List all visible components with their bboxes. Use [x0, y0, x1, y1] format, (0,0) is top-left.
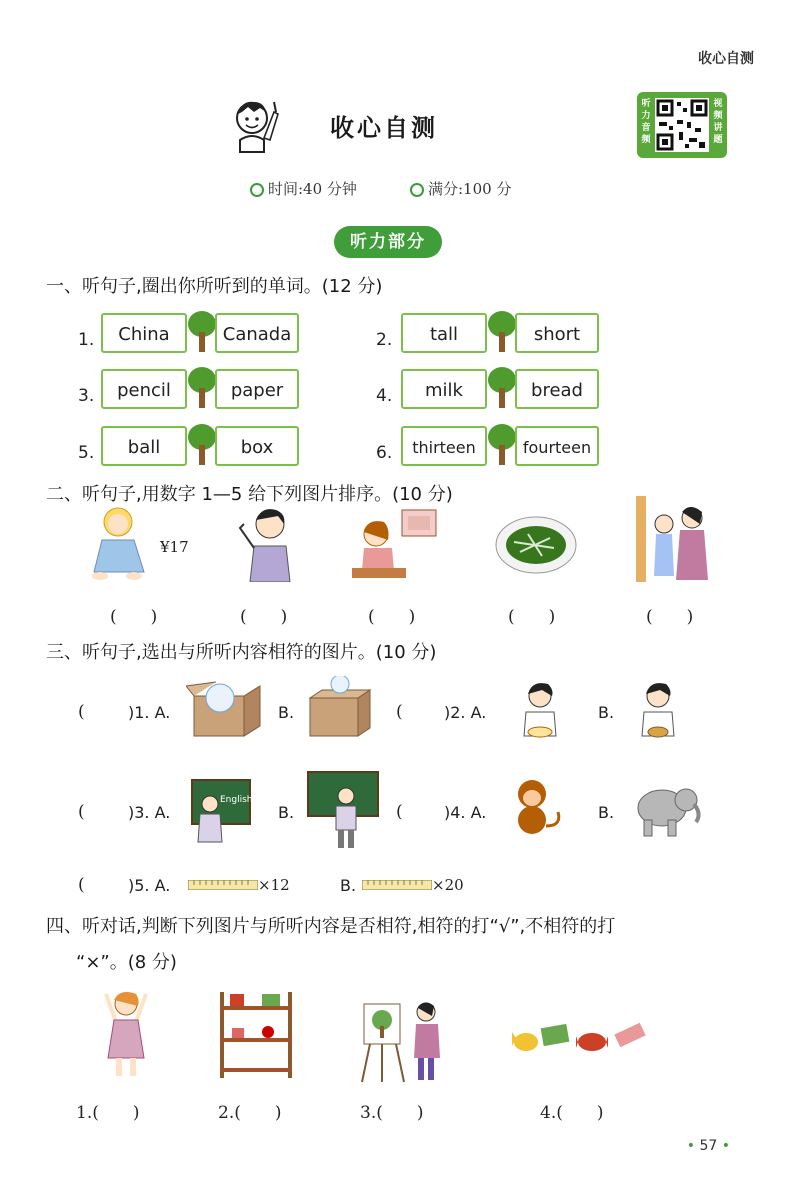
ball-in-box-icon[interactable] [186, 676, 262, 738]
qr-right-label: 视频讲题 [713, 99, 723, 145]
girl-eating-noodles-icon[interactable] [634, 676, 682, 740]
girl-drawing-picture-icon [348, 500, 444, 584]
option-b-label: B. [278, 703, 295, 722]
word-option[interactable]: fourteen [515, 426, 599, 466]
tree-icon [487, 366, 517, 410]
tree-icon [187, 423, 217, 467]
word-option[interactable]: paper [215, 369, 299, 409]
qr-code-icon[interactable] [655, 98, 709, 152]
girl-painting-tree-icon [360, 996, 446, 1084]
monkey-icon[interactable] [508, 776, 564, 838]
ruler-a-multiplier: ×12 [258, 876, 290, 894]
boy-waving-picture-icon [232, 502, 302, 582]
answer-blank[interactable]: 3.( ) [360, 1103, 424, 1123]
answer-blank[interactable]: 4.( ) [540, 1103, 604, 1123]
qr-panel[interactable] [637, 92, 727, 158]
word-option[interactable]: tall [401, 313, 487, 353]
clock-icon [250, 183, 264, 197]
q4-title-line2: “×”。(8 分) [76, 952, 177, 973]
answer-blank[interactable]: 1.( ) [76, 1103, 140, 1123]
word-option[interactable]: bread [515, 369, 599, 409]
tree-icon [187, 366, 217, 410]
tree-icon [487, 310, 517, 354]
answer-blank[interactable]: 2.( ) [218, 1103, 282, 1123]
q1-item-1-num: 1. [78, 330, 95, 350]
answer-blank[interactable]: ( ) [368, 607, 416, 627]
tree-icon [487, 423, 517, 467]
doll-picture-icon [88, 500, 158, 584]
page-number-text: 57 [699, 1138, 718, 1154]
q3-item-2-num: )2. A. [444, 703, 487, 722]
ruler-icon[interactable] [362, 880, 432, 890]
q3-item-1-num: )1. A. [128, 703, 171, 722]
q4-title-line1: 四、听对话,判断下列图片与所听内容是否相符,相符的打“√”,不相符的打 [46, 916, 616, 937]
section-listening-label: 听力部分 [334, 226, 442, 258]
ball-on-box-icon[interactable] [306, 676, 374, 738]
girl-arms-up-icon [100, 984, 152, 1084]
qr-left-label: 听力音频 [641, 99, 651, 145]
elephant-icon[interactable] [628, 782, 702, 838]
score-meta [410, 178, 511, 199]
q3-item-4-num: )4. A. [444, 803, 487, 822]
page-title: 收心自测 [330, 114, 438, 142]
time-meta [250, 178, 357, 199]
option-b-label: B. [340, 876, 357, 895]
word-option[interactable]: Canada [215, 313, 299, 353]
q3-item-3-num: )3. A. [128, 803, 171, 822]
doll-price: ¥17 [160, 538, 189, 556]
board-text: English [220, 795, 253, 805]
q1-item-2-num: 2. [376, 330, 393, 350]
vegetable-dish-picture-icon [494, 514, 578, 576]
time-text: 时间:40 分钟 [268, 180, 357, 198]
q3-item-5-num: )5. A. [128, 876, 171, 895]
word-option[interactable]: ball [101, 426, 187, 466]
ruler-icon[interactable] [188, 880, 258, 890]
answer-blank[interactable]: ( [78, 702, 85, 722]
option-b-label: B. [598, 703, 615, 722]
teacher-board-blank-icon[interactable] [306, 770, 380, 850]
q1-item-4-num: 4. [376, 386, 393, 406]
header-tag: 收心自测 [698, 51, 754, 67]
shelf-icon [218, 988, 294, 1080]
word-option[interactable]: short [515, 313, 599, 353]
answer-blank[interactable]: ( [78, 875, 85, 895]
check-circle-icon [410, 183, 424, 197]
dot-icon: • [686, 1138, 695, 1154]
q3-title: 三、听句子,选出与所听内容相符的图片。(10 分) [46, 642, 437, 663]
tree-icon [187, 310, 217, 354]
dot-icon: • [721, 1138, 730, 1154]
q1-item-3-num: 3. [78, 386, 95, 406]
q2-title: 二、听句子,用数字 1—5 给下列图片排序。(10 分) [46, 484, 453, 505]
answer-blank[interactable]: ( ) [240, 607, 288, 627]
option-b-label: B. [598, 803, 615, 822]
answer-blank[interactable]: ( [396, 802, 403, 822]
word-option[interactable]: thirteen [401, 426, 487, 466]
girl-eating-rice-icon[interactable] [516, 676, 562, 740]
word-option[interactable]: China [101, 313, 187, 353]
candies-icon [508, 1016, 648, 1064]
q1-title: 一、听句子,圈出你所听到的单词。(12 分) [46, 276, 383, 297]
word-option[interactable]: box [215, 426, 299, 466]
q1-item-6-num: 6. [376, 443, 393, 463]
answer-blank[interactable]: ( ) [508, 607, 556, 627]
score-text: 满分:100 分 [428, 180, 512, 198]
page-number [687, 1138, 730, 1154]
ruler-b-multiplier: ×20 [432, 876, 464, 894]
answer-blank[interactable]: ( ) [646, 607, 694, 627]
boy-mascot-icon [230, 92, 284, 154]
option-b-label: B. [278, 803, 295, 822]
answer-blank[interactable]: ( [78, 802, 85, 822]
q1-item-5-num: 5. [78, 443, 95, 463]
answer-blank[interactable]: ( [396, 702, 403, 722]
word-option[interactable]: pencil [101, 369, 187, 409]
answer-blank[interactable]: ( ) [110, 607, 158, 627]
word-option[interactable]: milk [401, 369, 487, 409]
teacher-board-english-icon[interactable] [188, 774, 254, 844]
two-girls-picture-icon [634, 494, 714, 584]
